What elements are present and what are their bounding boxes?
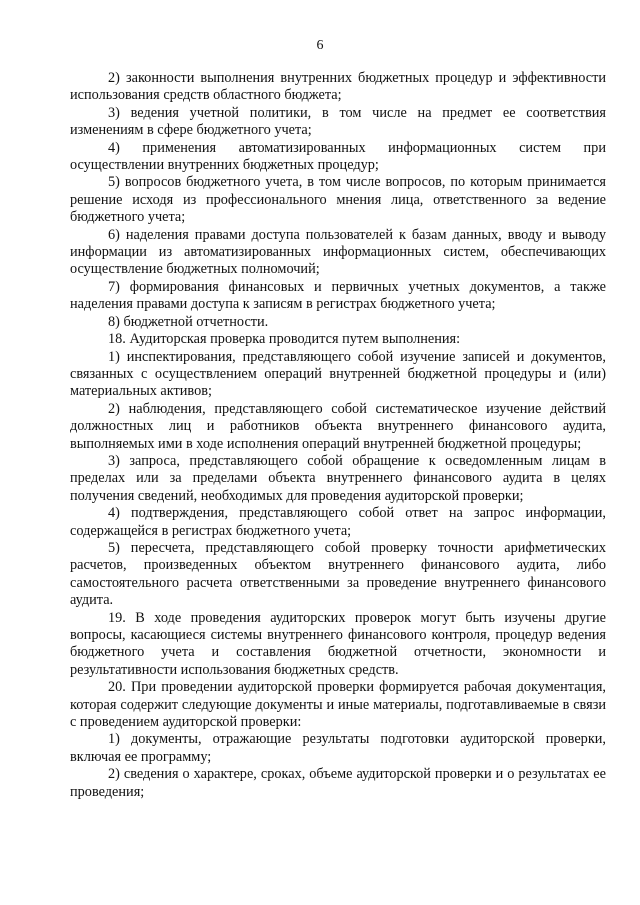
paragraph: 18. Аудиторская проверка проводится путем выполнения: (108, 331, 461, 348)
paragraph: 8) бюджетной отчетности. (108, 313, 269, 330)
document-body (70, 70, 606, 801)
paragraph: 4) применения автоматизированных информационных систем при осуществлении внутренних бюджетных процедур; (70, 139, 606, 174)
paragraph: 6) наделения правами доступа пользователей к базам данных, вводу и выводу информации из автоматизированных информационных систем, обеспечивающих осуществление бюджетных полномочий; (70, 226, 606, 278)
paragraph: 1) документы, отражающие результаты подготовки аудиторской проверки, включая ее программу; (70, 731, 606, 765)
paragraph: 2) наблюдения, представляющего собой систематическое изучение действий должностных лиц и работников объекта внутреннего финансового аудита, выполняемых ими в ходе исполнения операций внутренней бюджетной процедуры; (70, 400, 606, 452)
paragraph: 7) формирования финансовых и первичных учетных документов, а также наделения правами доступа к записям в регистрах бюджетного учета; (70, 278, 606, 313)
page-number: 6 (316, 38, 324, 53)
paragraph: 3) ведения учетной политики, в том числе на предмет ее соответствия изменениям в сфере бюджетного учета; (70, 104, 606, 139)
paragraph: 1) инспектирования, представляющего собой изучение записей и документов, связанных с осуществлением операций внутренней бюджетной процедуры и (или) материальных активов; (70, 348, 606, 400)
paragraph: 2) сведения о характере, сроках, объеме аудиторской проверки и о результатах ее проведения; (70, 766, 606, 800)
paragraph: 3) запроса, представляющего собой обращение к осведомленным лицам в пределах или за пределами объекта внутреннего финансового аудита в целях получения сведений, необходимых для проведения аудиторской проверки; (70, 452, 606, 504)
paragraph: 2) законности выполнения внутренних бюджетных процедур и эффективности использования средств областного бюджета; (70, 70, 606, 104)
paragraph: 4) подтверждения, представляющего собой ответ на запрос информации, содержащейся в регистрах бюджетного учета; (70, 505, 606, 539)
paragraph: 5) пересчета, представляющего собой проверку точности арифметических расчетов, произведенных объектом внутреннего финансового аудита, либо самостоятельного расчета ответственными за проведение внутреннего финансового аудита. (70, 539, 606, 609)
paragraph: 19. В ходе проведения аудиторских проверок могут быть изучены другие вопросы, касающиеся системы внутреннего финансового контроля, процедур ведения бюджетного учета и составления бюджетной отчетности, экономности и результативности использования бюджетных средств. (70, 609, 606, 678)
paragraph: 5) вопросов бюджетного учета, в том числе вопросов, по которым принимается решение исходя из профессионального мнения лица, ответственного за ведение бюджетного учета; (70, 174, 606, 226)
paragraph: 20. При проведении аудиторской проверки формируется рабочая документация, которая содержит следующие документы и иные материалы, подготавливаемые в связи с проведением аудиторской проверки: (70, 679, 606, 731)
